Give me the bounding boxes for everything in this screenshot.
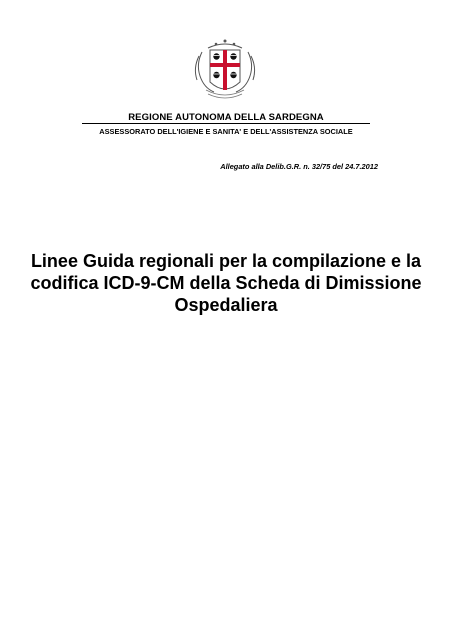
deliberation-reference: Allegato alla Delib.G.R. n. 32/75 del 24.7.2012 bbox=[220, 162, 378, 171]
region-name: REGIONE AUTONOMA DELLA SARDEGNA bbox=[128, 112, 324, 123]
sardinia-crest-icon bbox=[186, 38, 264, 100]
assessorato-name: ASSESSORATO DELL'IGIENE E SANITA' E DELL'ASSISTENZA SOCIALE bbox=[99, 127, 353, 136]
document-title-line-2: codifica ICD-9-CM della Scheda di Dimissione bbox=[30, 273, 422, 293]
document-title bbox=[30, 250, 422, 316]
header-divider bbox=[82, 123, 370, 124]
document-title-line-1: Linee Guida regionali per la compilazione e la bbox=[30, 251, 422, 271]
document-title-line-3: Ospedaliera bbox=[174, 295, 278, 315]
